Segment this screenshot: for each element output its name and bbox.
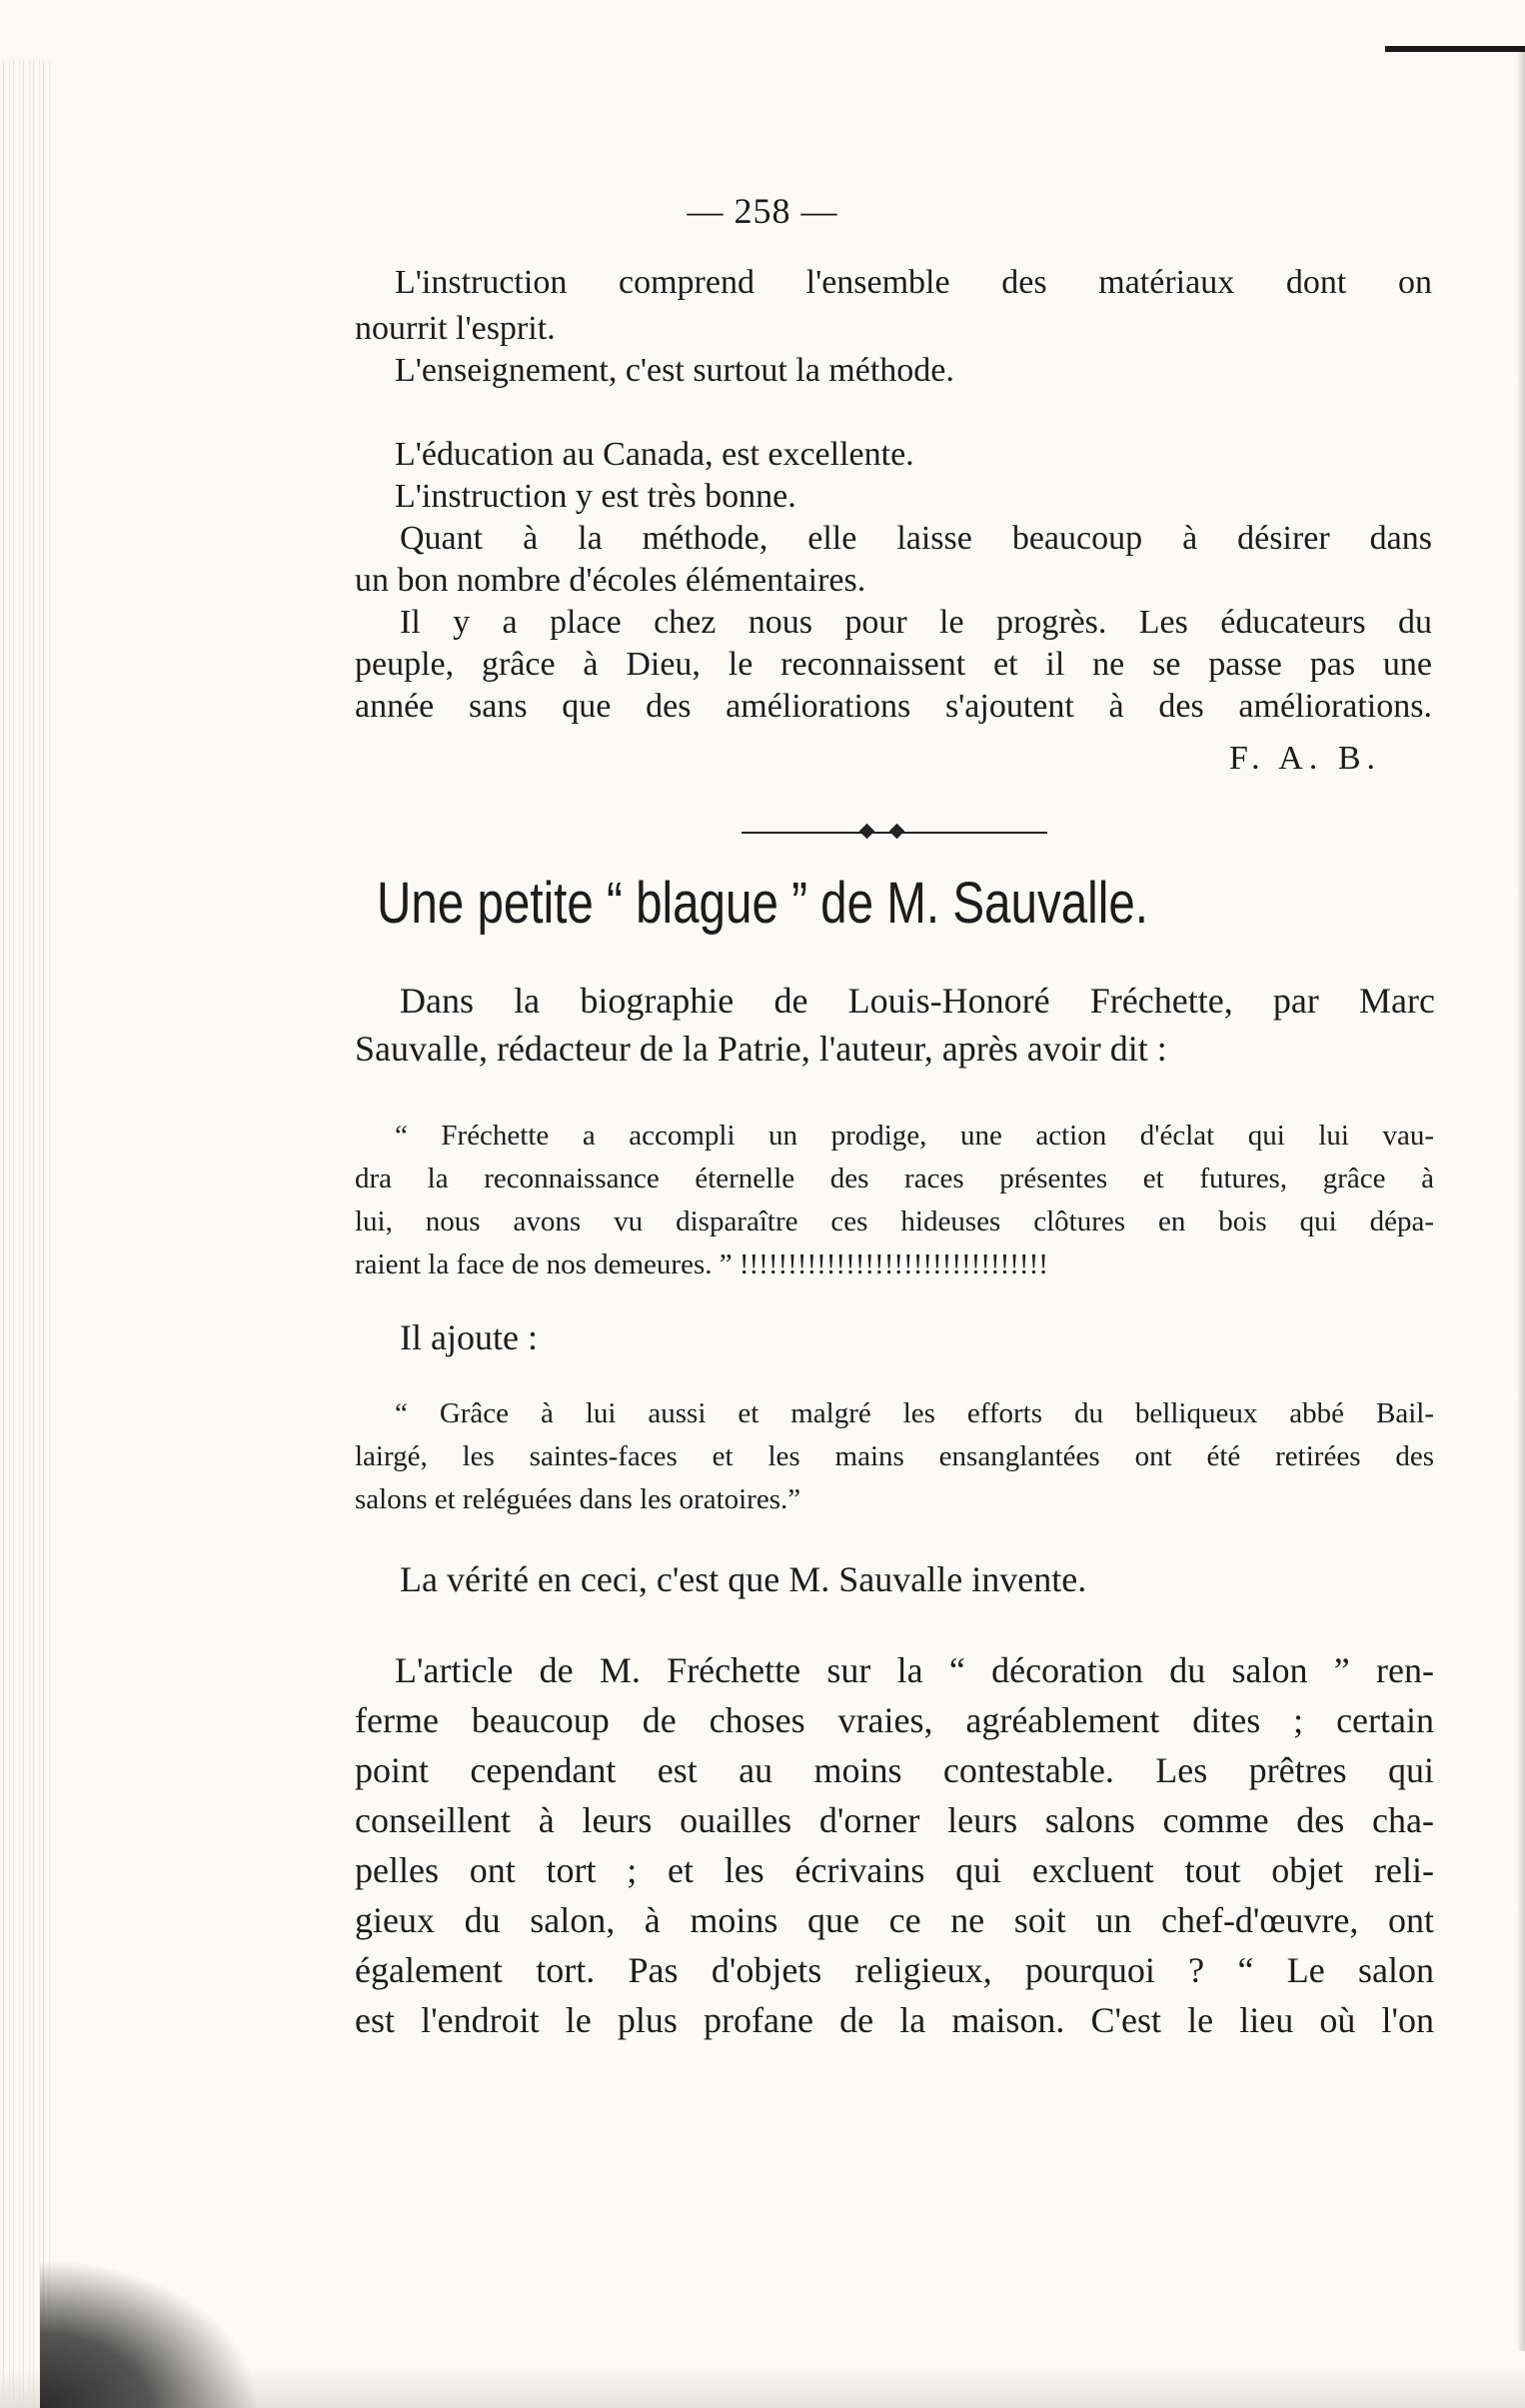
text-line: L'éducation au Canada, est excellente. bbox=[395, 436, 914, 473]
text-line: est l'endroit le plus profane de la maison. C'est le lieu où l'on bbox=[355, 2000, 1434, 2040]
text-line: ferme beaucoup de choses vraies, agréablement dites ; certain bbox=[355, 1700, 1434, 1740]
text-line: nourrit l'esprit. bbox=[355, 310, 556, 347]
quote-line: salons et reléguées dans les oratoires.” bbox=[355, 1483, 801, 1515]
text-line: Il ajoute : bbox=[400, 1317, 538, 1357]
quote-line: “ Fréchette a accompli un prodige, une action d'éclat qui lui vau- bbox=[395, 1120, 1434, 1152]
text-line: Dans la biographie de Louis-Honoré Fréchette, par Marc bbox=[400, 981, 1435, 1021]
binding-shadow bbox=[40, 2258, 260, 2408]
text-line: gieux du salon, à moins que ce ne soit un chef-d'œuvre, ont bbox=[355, 1900, 1434, 1940]
text-line: point cependant est au moins contestable. Les prêtres qui bbox=[355, 1750, 1434, 1790]
quote-line: “ Grâce à lui aussi et malgré les efforts du belliqueux abbé Bail- bbox=[395, 1397, 1434, 1429]
article-title: Une petite “ blague ” de M. Sauvalle. bbox=[377, 871, 1148, 936]
text-line: Quant à la méthode, elle laisse beaucoup à désirer dans bbox=[400, 520, 1432, 557]
section-separator bbox=[742, 832, 1047, 834]
quote-line: raient la face de nos demeures. ” !!!!!!!!!!!!!!!!!!!!!!!!!!!!!!!! bbox=[355, 1248, 1048, 1280]
text-line: un bon nombre d'écoles élémentaires. bbox=[355, 562, 866, 599]
text-line: La vérité en ceci, c'est que M. Sauvalle invente. bbox=[400, 1559, 1087, 1599]
quote-line: lairgé, les saintes-faces et les mains ensanglantées ont été retirées des bbox=[355, 1440, 1434, 1472]
quote-line: lui, nous avons vu disparaître ces hideuses clôtures en bois qui dépa- bbox=[355, 1205, 1434, 1237]
page-right-edge bbox=[1517, 52, 1525, 2351]
page-binding-edge bbox=[0, 60, 52, 2408]
separator-ornament bbox=[859, 824, 875, 840]
top-edge-mark bbox=[1385, 46, 1525, 52]
text-line: L'instruction y est très bonne. bbox=[395, 478, 796, 515]
signature: F. A. B. bbox=[1228, 740, 1381, 777]
page-number: — 258 — bbox=[687, 191, 838, 231]
separator-ornament bbox=[889, 824, 905, 840]
text-line: Il y a place chez nous pour le progrès. Les éducateurs du bbox=[400, 604, 1432, 641]
text-line: L'instruction comprend l'ensemble des matériaux dont on bbox=[395, 264, 1432, 301]
text-line: L'article de M. Fréchette sur la “ décoration du salon ” ren- bbox=[395, 1650, 1434, 1690]
text-line: Sauvalle, rédacteur de la Patrie, l'auteur, après avoir dit : bbox=[355, 1029, 1167, 1069]
text-line: L'enseignement, c'est surtout la méthode. bbox=[395, 352, 954, 389]
quote-line: dra la reconnaissance éternelle des races présentes et futures, grâce à bbox=[355, 1163, 1434, 1195]
text-line: peuple, grâce à Dieu, le reconnaissent et il ne se passe pas une bbox=[355, 646, 1432, 683]
text-line: pelles ont tort ; et les écrivains qui excluent tout objet reli- bbox=[355, 1850, 1434, 1890]
text-line: conseillent à leurs ouailles d'orner leurs salons comme des cha- bbox=[355, 1800, 1434, 1840]
text-line: année sans que des améliorations s'ajoutent à des améliorations. bbox=[355, 688, 1432, 725]
text-line: également tort. Pas d'objets religieux, pourquoi ? “ Le salon bbox=[355, 1950, 1434, 1990]
